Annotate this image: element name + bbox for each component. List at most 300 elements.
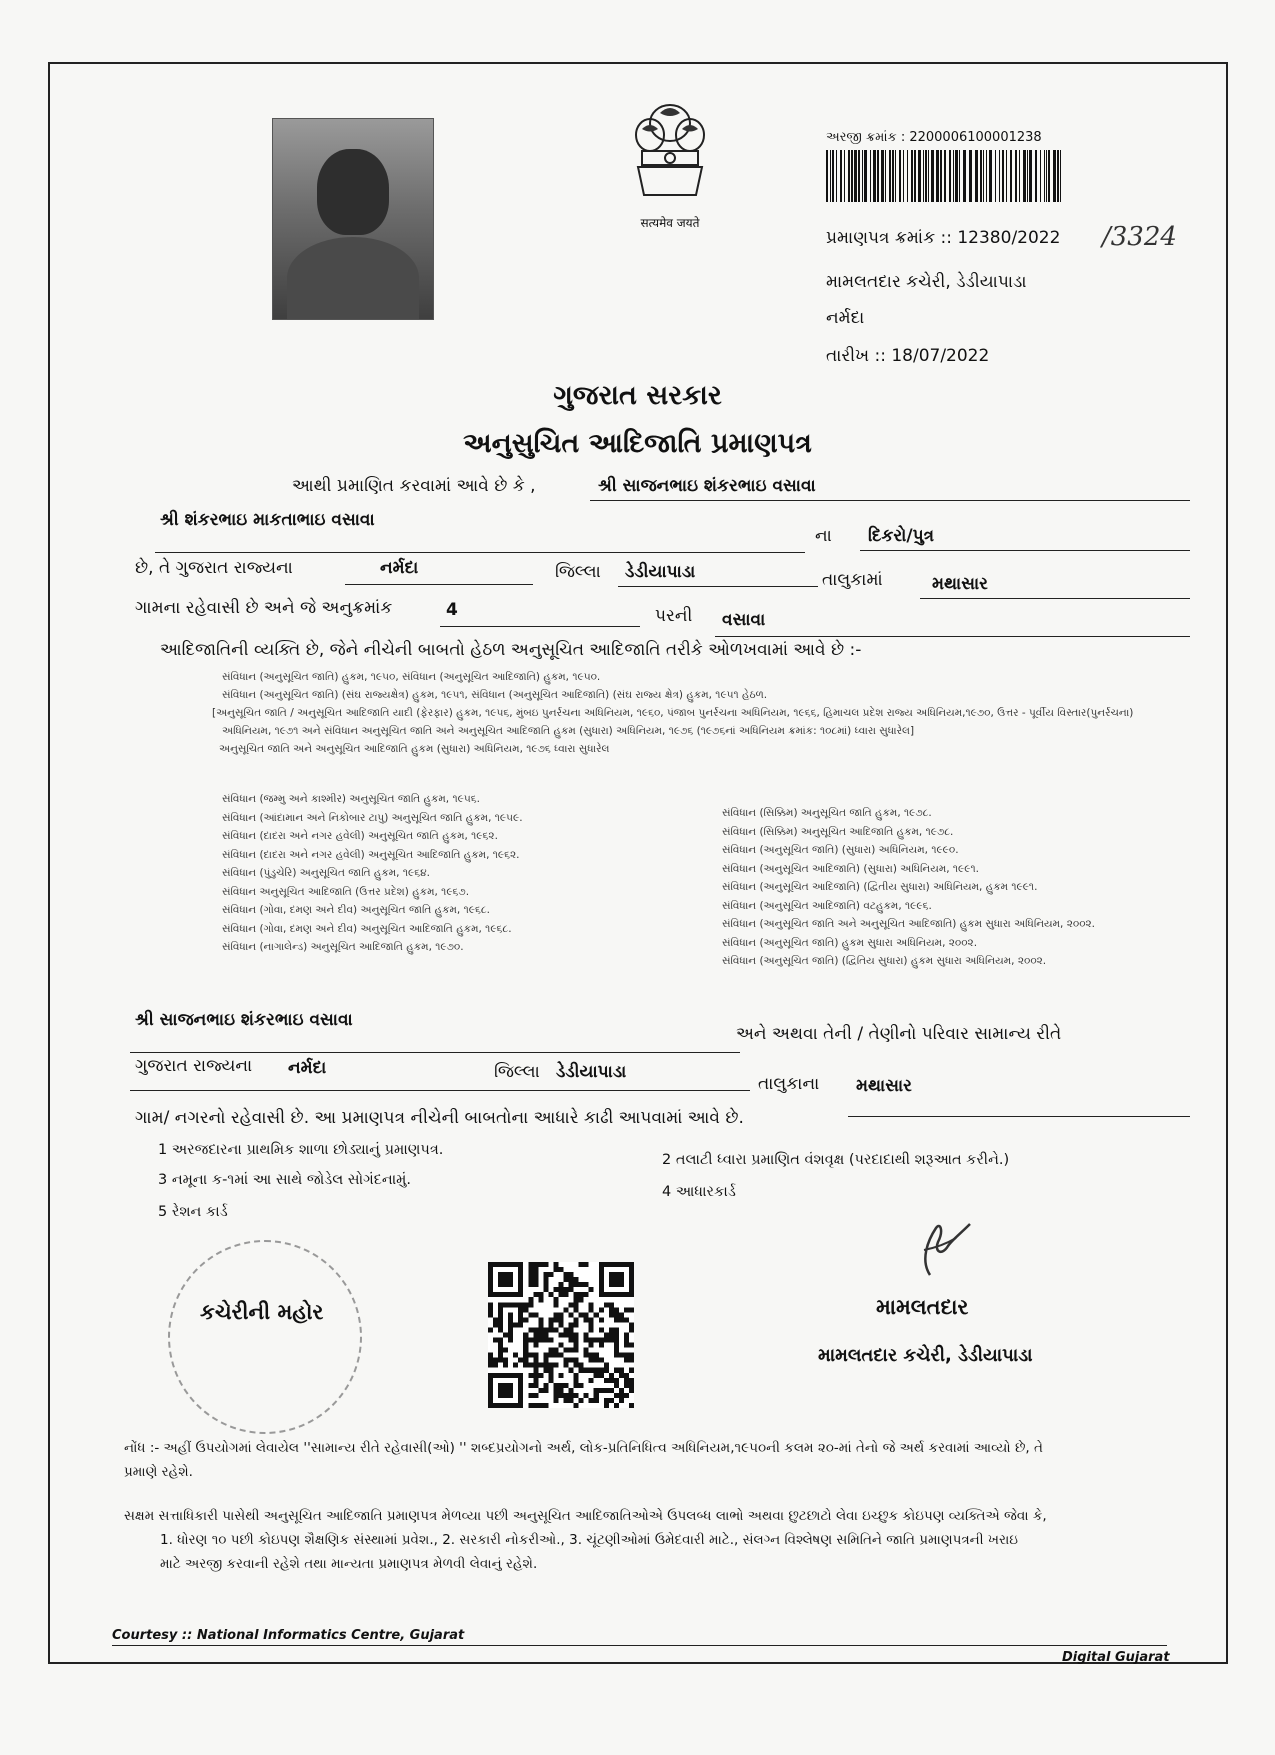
- qr-module: [584, 1332, 589, 1337]
- order-right-item: સંવિધાન (અનુસૂચિત જાતિ) (સુધારા) અધિનિયમ, ૧૯૯૦.: [722, 844, 959, 856]
- issue-date-value: 18/07/2022: [891, 346, 990, 366]
- qr-module: [543, 1403, 548, 1408]
- qr-module: [553, 1393, 558, 1398]
- eligibility-paragraph: [124, 1504, 1214, 1576]
- barcode-bar: [885, 150, 886, 202]
- qr-module: [574, 1378, 579, 1383]
- qr-module: [584, 1353, 589, 1358]
- qr-module: [558, 1393, 563, 1398]
- qr-module: [498, 1383, 513, 1398]
- qr-module: [538, 1327, 543, 1332]
- qr-module: [629, 1353, 634, 1358]
- qr-module: [629, 1327, 634, 1332]
- qr-module: [488, 1363, 493, 1368]
- order-left-item: સંવિધાન અનુસૂચિત આદિજાતિ (ઉત્તર પ્રદેશ) હુકમ, ૧૯૬૭.: [222, 885, 470, 898]
- qr-module: [569, 1358, 574, 1363]
- qr-module: [543, 1368, 548, 1373]
- qr-module: [553, 1287, 558, 1292]
- qr-module: [543, 1383, 548, 1388]
- residence-holder-name: શ્રી સાજનભાઇ શંકરભાઇ વસાવા: [135, 1010, 353, 1030]
- qr-module: [629, 1343, 634, 1348]
- qr-module: [533, 1373, 538, 1378]
- qr-module: [584, 1317, 589, 1322]
- qr-module: [609, 1398, 614, 1403]
- qr-module: [599, 1358, 604, 1363]
- qr-module: [604, 1388, 609, 1393]
- qr-module: [503, 1332, 508, 1337]
- qr-module: [558, 1388, 563, 1393]
- qr-module: [564, 1332, 569, 1337]
- qr-module: [553, 1312, 558, 1317]
- issue-date-label: તારીખ ::: [826, 346, 886, 366]
- qr-module: [528, 1327, 533, 1332]
- qr-module: [564, 1287, 569, 1292]
- qr-module: [533, 1343, 538, 1348]
- qr-module: [619, 1312, 624, 1317]
- qr-module: [553, 1383, 558, 1388]
- qr-module: [624, 1338, 629, 1343]
- barcode-bar: [830, 150, 831, 202]
- qr-module: [528, 1262, 533, 1267]
- village-value: મથાસાર: [932, 574, 988, 594]
- qr-module: [624, 1343, 629, 1348]
- qr-module: [518, 1302, 523, 1307]
- barcode-bar: [1019, 150, 1020, 202]
- order-left-item: સંવિધાન (પુંડુચેરિ) અનુસૂચિત જાતિ હુકમ, ૧૯૬૪.: [222, 867, 430, 879]
- order-left-item: સંવિધાન (જમ્મુ અને કાશ્મીર) અનુસૂચિત જાતિ હુકમ, ૧૯૫૬.: [222, 793, 480, 805]
- qr-module: [574, 1302, 579, 1307]
- qr-module: [604, 1332, 609, 1337]
- qr-module: [569, 1348, 574, 1353]
- qr-module: [538, 1363, 543, 1368]
- qr-module: [553, 1348, 558, 1353]
- basis-text: ગામ/ નગરનો રહેવાસી છે. આ પ્રમાણપત્ર નીચેની બાબતોના આધારે કાઢી આપવામાં આવે છે.: [135, 1108, 744, 1128]
- qr-module: [619, 1393, 624, 1398]
- qr-module: [533, 1353, 538, 1358]
- qr-module: [574, 1307, 579, 1312]
- qr-module: [589, 1358, 594, 1363]
- qr-module: [493, 1358, 498, 1363]
- qr-module: [574, 1383, 579, 1388]
- qr-module: [503, 1363, 508, 1368]
- barcode-bar: [832, 150, 834, 202]
- qr-module: [523, 1363, 528, 1368]
- barcode-bar: [877, 150, 879, 202]
- barcode-bar: [1046, 150, 1047, 202]
- order-line: અનુસૂચિત જાતિ અને અનુસૂચિત આદિજાતિ હુકમ (સુધારા) અધિનિયમ, ૧૯૭૬ ધ્વારા સુધારેલ: [219, 743, 610, 755]
- signature-icon: [890, 1220, 990, 1280]
- footer-courtesy: Courtesy :: National Informatics Centre, Gujarat: [112, 1628, 465, 1643]
- qr-module: [543, 1338, 548, 1343]
- qr-module: [493, 1363, 498, 1368]
- qr-module: [629, 1368, 634, 1373]
- qr-module: [528, 1363, 533, 1368]
- qr-module: [594, 1358, 599, 1363]
- qr-module: [488, 1358, 493, 1363]
- qr-module: [488, 1353, 493, 1358]
- qr-module: [614, 1307, 619, 1312]
- barcode-bar: [911, 150, 913, 202]
- qr-module: [589, 1322, 594, 1327]
- qr-module: [619, 1388, 624, 1393]
- qr-module: [614, 1403, 619, 1408]
- qr-module: [584, 1282, 589, 1287]
- qr-module: [574, 1358, 579, 1363]
- barcode-bar: [975, 150, 978, 202]
- issuing-office: મામલતદાર કચેરી, ડેડીયાપાડા: [826, 272, 1027, 292]
- qr-module: [574, 1332, 579, 1337]
- qr-module: [569, 1338, 574, 1343]
- barcode-bar: [1035, 150, 1037, 202]
- qr-module: [533, 1267, 538, 1272]
- qr-module: [569, 1322, 574, 1327]
- barcode-bar: [1040, 150, 1041, 202]
- qr-module: [584, 1348, 589, 1353]
- qr-module: [543, 1282, 548, 1287]
- qr-module: [589, 1317, 594, 1322]
- qr-module: [594, 1373, 599, 1378]
- qr-module: [589, 1302, 594, 1307]
- qr-module: [543, 1272, 548, 1277]
- footer-brand: Digital Gujarat: [1062, 1650, 1170, 1665]
- barcode-bar: [1006, 150, 1007, 202]
- qr-module: [508, 1322, 513, 1327]
- signatory-office: મામલતદાર કચેરી, ડેડીયાપાડા: [818, 1345, 1033, 1366]
- barcode-bar: [1027, 150, 1028, 202]
- qr-module: [604, 1378, 609, 1383]
- qr-module: [498, 1272, 513, 1287]
- qr-module: [584, 1312, 589, 1317]
- qr-module: [569, 1287, 574, 1292]
- order-line: અધિનિયમ, ૧૯૭૧ અને સંવિધાન અનુસૂચિત જાતિ અને અનુસૂચિત આદિજાતિ હુકમ (સુધારા) અધિનિયમ, ૧૯૭૬ (૧૯૭૬નાં અધિનિયમ ક્રમાંક: ૧૦૮માં) ધ્વારા સુધારેલ]: [222, 725, 915, 737]
- qr-module: [599, 1388, 604, 1393]
- qr-module: [589, 1338, 594, 1343]
- barcode-bar: [1044, 150, 1045, 202]
- qr-module: [629, 1307, 634, 1312]
- qr-module: [599, 1327, 604, 1332]
- qr-module: [528, 1272, 533, 1277]
- qr-module: [548, 1363, 553, 1368]
- qr-module: [513, 1353, 518, 1358]
- qr-module: [569, 1332, 574, 1337]
- qr-module: [528, 1302, 533, 1307]
- qr-module: [569, 1302, 574, 1307]
- qr-module: [498, 1317, 503, 1322]
- qr-module: [553, 1297, 558, 1302]
- recognition-text: આદિજાતિની વ્યક્તિ છે, જેને નીચેની બાબતો હેઠળ અનુસૂચિત આદિજાતિ તરીકે ઓળખવામાં આવે છે :-: [160, 640, 862, 660]
- qr-module: [579, 1262, 584, 1267]
- qr-module: [579, 1297, 584, 1302]
- qr-module: [533, 1393, 538, 1398]
- qr-module: [518, 1358, 523, 1363]
- qr-module: [609, 1332, 614, 1337]
- resident-label: ગામના રહેવાસી છે અને જે અનુક્રમાંક: [135, 598, 393, 618]
- qr-module: [569, 1398, 574, 1403]
- qr-module: [508, 1327, 513, 1332]
- qr-module: [589, 1343, 594, 1348]
- barcode-bar: [854, 150, 857, 202]
- qr-module: [493, 1322, 498, 1327]
- of-label: ના: [815, 526, 832, 546]
- photo-shoulders: [287, 237, 419, 319]
- qr-module: [528, 1353, 533, 1358]
- barcode-bar: [1029, 150, 1032, 202]
- qr-module: [538, 1292, 543, 1297]
- qr-module: [564, 1327, 569, 1332]
- qr-module: [498, 1312, 503, 1317]
- qr-module: [609, 1272, 624, 1287]
- qr-module: [528, 1297, 533, 1302]
- barcode-bar: [995, 150, 996, 202]
- qr-module: [564, 1383, 569, 1388]
- qr-module: [558, 1332, 563, 1337]
- para-line-2: 1. ધોરણ ૧૦ પછી કોઇપણ શૈક્ષણિક સંસ્થામાં પ્રવેશ., 2. સરકારી નોકરીઓ., 3. ચૂંટણીઓમાં ઉમેદવારી માટે., સંલગ્ન વિશ્લેષણ સમિતિને જાતિ પ્રમાણપત્રની ખરાઇ: [160, 1532, 1018, 1548]
- qr-module: [523, 1338, 528, 1343]
- barcode-bar: [1060, 150, 1061, 202]
- qr-module: [498, 1343, 503, 1348]
- barcode-bar: [892, 150, 894, 202]
- qr-module: [589, 1378, 594, 1383]
- barcode-bar: [944, 150, 946, 202]
- qr-module: [558, 1343, 563, 1348]
- barcode-bar: [940, 150, 942, 202]
- qr-module: [553, 1267, 558, 1272]
- qr-module: [604, 1363, 609, 1368]
- qr-module: [548, 1317, 553, 1322]
- qr-module: [533, 1383, 538, 1388]
- qr-module: [594, 1398, 599, 1403]
- barcode-bar: [989, 150, 992, 202]
- qr-module: [614, 1393, 619, 1398]
- qr-module: [548, 1378, 553, 1383]
- qr-module: [594, 1312, 599, 1317]
- barcode-bar: [851, 150, 853, 202]
- qr-module: [584, 1292, 589, 1297]
- barcode-bar: [963, 150, 966, 202]
- qr-module: [558, 1312, 563, 1317]
- qr-module: [533, 1327, 538, 1332]
- order-right-item: સંવિધાન (અનુસૂચિત જાતિ અને અનુસૂચિત આદિજાતિ) હુકમ સુધારા અધિનિયમ, ૨૦૦૨.: [722, 918, 1096, 930]
- barcode-bar: [955, 150, 958, 202]
- qr-module: [569, 1368, 574, 1373]
- qr-module: [498, 1307, 503, 1312]
- taluka-label: તાલુકામાં: [822, 570, 883, 590]
- barcode-bar: [953, 150, 954, 202]
- qr-module: [569, 1327, 574, 1332]
- relation: દિકરો/પુત્ર: [868, 526, 935, 546]
- qr-module: [508, 1302, 513, 1307]
- qr-module: [564, 1348, 569, 1353]
- para-line-1: સક્ષમ સત્તાધિકારી પાસેથી અનુસૂચિત આદિજાતિ પ્રમાણપત્ર મેળવ્યા પછી અનુસૂચિત આદિજાતિઓએ ઉપલબ્ધ લાભો અથવા છુટછાટો લેવા ઇચ્છુક કોઇપણ વ્યક્તિએ જેવા કે,: [124, 1508, 1047, 1524]
- qr-module: [574, 1363, 579, 1368]
- barcode-bar: [928, 150, 929, 202]
- qr-module: [523, 1332, 528, 1337]
- qr-module: [579, 1282, 584, 1287]
- barcode: [826, 150, 1062, 202]
- qr-module: [569, 1388, 574, 1393]
- qr-module: [629, 1388, 634, 1393]
- qr-module: [614, 1383, 619, 1388]
- qr-module: [564, 1292, 569, 1297]
- qr-module: [574, 1393, 579, 1398]
- qr-module: [538, 1322, 543, 1327]
- qr-module: [564, 1277, 569, 1282]
- qr-module: [553, 1353, 558, 1358]
- residence-taluka: ડેડીયાપાડા: [556, 1062, 627, 1082]
- barcode-bar: [903, 150, 904, 202]
- signatory-title: મામલતદાર: [876, 1295, 969, 1319]
- qr-module: [518, 1322, 523, 1327]
- barcode-bar: [836, 150, 837, 202]
- para-line-3: માટે અરજી કરવાની રહેશે તથા માન્યતા પ્રમાણપત્ર મેળવી લેવાનું રહેશે.: [160, 1556, 538, 1572]
- qr-module: [498, 1322, 503, 1327]
- qr-module: [493, 1338, 498, 1343]
- barcode-bar: [914, 150, 916, 202]
- barcode-bar: [1057, 150, 1059, 202]
- qr-module: [523, 1348, 528, 1353]
- qr-module: [543, 1358, 548, 1363]
- qr-module: [513, 1363, 518, 1368]
- qr-module: [589, 1353, 594, 1358]
- order-left-item: સંવિધાન (દાદરા અને નગર હવેલી) અનુસૂચિત જાતિ હુકમ, ૧૯૬૨.: [222, 830, 498, 842]
- qr-module: [533, 1368, 538, 1373]
- order-left-item: સંવિધાન (નાગાલેન્ડ) અનુસૂચિત આદિજાતિ હુકમ, ૧૯૭૦.: [222, 941, 464, 953]
- qr-module: [513, 1302, 518, 1307]
- document-item-2: 2 તલાટી ધ્વારા પ્રમાણિત વંશવૃક્ષ (પરદાદાથી શરૂઆત કરીને.): [662, 1152, 1010, 1168]
- qr-module: [538, 1338, 543, 1343]
- order-right-item: સંવિધાન (અનુસૂચિત આદિજાતિ) વટહુકમ, ૧૯૯૬.: [722, 899, 932, 912]
- qr-module: [553, 1302, 558, 1307]
- qr-module: [503, 1302, 508, 1307]
- residence-district: નર્મદા: [288, 1058, 327, 1078]
- note-section: [124, 1436, 1214, 1484]
- order-line: સંવિધાન (અનુસૂચિત જાતિ) (સંઘ રાજ્યક્ષેત્ર) હુકમ, ૧૯૫૧, સંવિધાન (અનુસૂચિત આદિજાતિ) (સંઘ રાજ્ય ક્ષેત્ર) હુકમ, ૧૯૫૧ હેઠળ.: [222, 689, 768, 701]
- qr-module: [498, 1348, 503, 1353]
- barcode-bar: [862, 150, 863, 202]
- qr-module: [518, 1317, 523, 1322]
- certificate-number: [826, 228, 1060, 248]
- qr-module: [533, 1262, 538, 1267]
- qr-module: [574, 1292, 579, 1297]
- qr-module: [528, 1277, 533, 1282]
- issuing-district: નર્મદા: [826, 308, 865, 328]
- issue-date: [826, 346, 989, 366]
- note-line-1: નોંધ :- અહીં ઉપયોગમાં લેવાયેલ ''સામાન્ય રીતે રહેવાસી(ઓ) '' શબ્દપ્રયોગનો અર્થ, લોક-પ્રતિનિધિત્વ અધિનિયમ,૧૯૫૦ની કલમ ૨૦-માં તેનો જે અર્થ કરવામાં આવ્યો છે, તે: [124, 1440, 1043, 1456]
- residence-district-label: જિલ્લા: [494, 1062, 540, 1082]
- qr-module: [498, 1302, 503, 1307]
- qr-module: [569, 1272, 574, 1277]
- qr-module: [548, 1292, 553, 1297]
- qr-module: [614, 1348, 619, 1353]
- qr-module: [558, 1322, 563, 1327]
- qr-module: [599, 1343, 604, 1348]
- qr-module: [584, 1338, 589, 1343]
- order-right-item: સંવિધાન (સિક્કિમ) અનુસૂચિત આદિજાતિ હુકમ, ૧૯૭૮.: [722, 825, 954, 838]
- barcode-bar: [870, 150, 871, 202]
- barcode-bar: [848, 150, 850, 202]
- qr-module: [528, 1383, 533, 1388]
- qr-module: [558, 1292, 563, 1297]
- qr-module: [528, 1393, 533, 1398]
- order-right-item: સંવિધાન (અનુસૂચિત જાતિ) (દ્વિતિય સુધારા) હુકમ સુધારા અધિનિયમ, ૨૦૦૨.: [722, 955, 1047, 967]
- qr-module: [564, 1358, 569, 1363]
- caste-label: પરની: [655, 606, 693, 626]
- residence-village: મથાસાર: [856, 1076, 912, 1096]
- qr-module: [543, 1262, 548, 1267]
- qr-module: [614, 1317, 619, 1322]
- qr-module: [574, 1403, 579, 1408]
- qr-module: [553, 1363, 558, 1368]
- qr-module: [564, 1272, 569, 1277]
- qr-module: [528, 1312, 533, 1317]
- handwritten-number: /3324: [1102, 222, 1177, 252]
- qr-module: [599, 1317, 604, 1322]
- document-item-4: 4 આધારકાર્ડ: [662, 1184, 736, 1200]
- qr-module: [548, 1322, 553, 1327]
- photo-head: [317, 149, 389, 235]
- qr-module: [558, 1383, 563, 1388]
- qr-module: [589, 1287, 594, 1292]
- qr-module: [564, 1363, 569, 1368]
- qr-module: [533, 1292, 538, 1297]
- qr-module: [604, 1368, 609, 1373]
- taluka-value: ડેડીયાપાડા: [625, 562, 696, 582]
- order-line: સંવિધાન (અનુસૂચિત જાતિ) હુકમ, ૧૯૫૦, સંવિધાન (અનુસૂચિત આદિજાતિ) હુકમ, ૧૯૫૦.: [222, 671, 601, 683]
- qr-module: [584, 1368, 589, 1373]
- qr-module: [594, 1338, 599, 1343]
- qr-module: [629, 1403, 634, 1408]
- qr-module: [564, 1393, 569, 1398]
- qr-module: [523, 1358, 528, 1363]
- qr-module: [604, 1338, 609, 1343]
- qr-module: [574, 1277, 579, 1282]
- qr-module: [533, 1277, 538, 1282]
- qr-module: [533, 1312, 538, 1317]
- qr-module: [619, 1368, 624, 1373]
- qr-module: [533, 1363, 538, 1368]
- qr-module: [498, 1358, 503, 1363]
- document-item-5: 5 રેશન કાર્ડ: [158, 1204, 228, 1220]
- certificate-number-value: 12380/2022: [957, 228, 1061, 248]
- qr-module: [518, 1312, 523, 1317]
- qr-module: [614, 1327, 619, 1332]
- qr-module: [538, 1332, 543, 1337]
- qr-module: [553, 1317, 558, 1322]
- qr-module: [548, 1373, 553, 1378]
- order-right-item: સંવિધાન (અનુસૂચિત જાતિ) હુકમ સુધારા અધિનિયમ, ૨૦૦૨.: [722, 936, 978, 949]
- barcode-bar: [986, 150, 987, 202]
- qr-module: [488, 1302, 493, 1307]
- qr-module: [584, 1393, 589, 1398]
- qr-module: [624, 1358, 629, 1363]
- tribe-value: વસાવા: [722, 610, 766, 630]
- qr-module: [594, 1393, 599, 1398]
- qr-module: [528, 1282, 533, 1287]
- qr-module: [604, 1398, 609, 1403]
- qr-module: [594, 1368, 599, 1373]
- district-label: જિલ્લા: [555, 562, 601, 582]
- qr-module: [488, 1327, 493, 1332]
- qr-module: [518, 1307, 523, 1312]
- qr-module: [594, 1353, 599, 1358]
- qr-module: [553, 1398, 558, 1403]
- qr-module: [624, 1353, 629, 1358]
- serial-number: 4: [446, 600, 458, 620]
- qr-module: [569, 1277, 574, 1282]
- barcode-bar: [889, 150, 891, 202]
- qr-module: [538, 1262, 543, 1267]
- document-item-1: 1 અરજદારના પ્રાથમિક શાળા છોડ્યાનું પ્રમાણપત્ર.: [158, 1142, 444, 1158]
